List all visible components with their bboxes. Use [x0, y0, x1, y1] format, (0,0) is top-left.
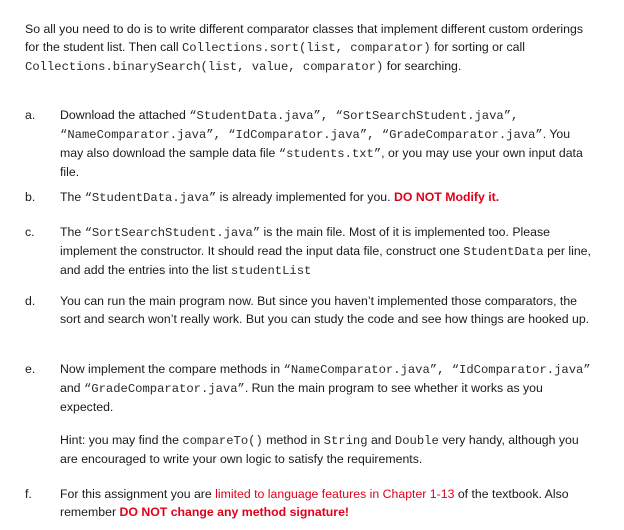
list-marker-c: c. — [25, 225, 35, 239]
item-c-text-1: The — [60, 225, 85, 239]
item-e-text-2: and — [60, 381, 84, 395]
list-marker-e: e. — [25, 362, 36, 376]
hint-text — [60, 431, 595, 468]
item-e-text-1: Now implement the compare methods in — [60, 362, 284, 376]
do-not-modify-warning: DO NOT Modify it. — [393, 190, 500, 204]
item-a-students-txt-code: “students.txt” — [278, 147, 382, 161]
list-item-b-text — [60, 188, 595, 207]
item-c-studentlist-code: studentList — [230, 264, 312, 278]
collections-binarysearch-code: Collections.binarySearch(list, value, comparator) — [25, 60, 384, 74]
assignment-document — [25, 20, 595, 519]
do-not-change-signature-warning: DO NOT change any method signature! — [119, 505, 350, 519]
hint-block — [25, 431, 595, 468]
item-c-studentdata-code: StudentData — [463, 245, 544, 259]
intro-text-2: for sorting or call — [430, 40, 525, 54]
language-features-limit-note: limited to language features in Chapter 1-13 — [215, 487, 455, 501]
intro-text-1: So all you need to do is to write different comparator classes that implement different custom orderings for the student list. Then call — [25, 22, 583, 54]
list-item-a — [25, 106, 595, 181]
hint-text-3: and — [367, 433, 395, 447]
hint-text-4: very handy, although you are encouraged to write your own logic to satisfy the requirements. — [60, 433, 579, 466]
item-c-text-2: is the main file. Most of it is implemented too. Please implement the constructor. It should read the input data file, construct one — [60, 225, 550, 258]
intro-paragraph — [25, 20, 595, 76]
item-c-sortsearchstudent-code: “SortSearchStudent.java” — [84, 226, 261, 240]
item-f-text-2: of the textbook. Also remember — [60, 487, 569, 519]
list-item-e-text — [60, 360, 595, 416]
list-item-d — [25, 292, 595, 328]
item-a-text-2: . You may also download the sample data file — [60, 127, 571, 160]
compareto-code: compareTo() — [182, 434, 263, 448]
item-a-text-1: Download the attached — [60, 108, 190, 122]
list-marker-a: a. — [25, 108, 36, 122]
item-b-studentdata-code: “StudentData.java” — [84, 191, 217, 205]
item-c-text-3: per line, and add the entries into the list — [60, 244, 591, 277]
collections-sort-code: Collections.sort(list, comparator) — [181, 41, 431, 55]
item-e-text-3: . Run the main program to see whether it works as you expected. — [60, 381, 543, 414]
list-item-c-text — [60, 223, 595, 280]
list-item-d-text: You can run the main program now. But since you haven’t implemented those comparators, the sort and search won’t really work. But you can study the code and see how things are hooked up. — [60, 294, 590, 326]
item-e-gradecomparator-code: “GradeComparator.java” — [83, 382, 245, 396]
list-marker-f: f. — [25, 487, 32, 501]
item-e-comparators-code: “NameComparator.java”, “IdComparator.java” — [283, 363, 591, 377]
hint-text-2: method in — [262, 433, 324, 447]
item-a-file-list-code: “StudentData.java”, “SortSearchStudent.java”, “NameComparator.java”, “IdComparator.java”, “GradeComparator.java” — [60, 109, 543, 142]
item-b-text-1: The — [60, 190, 85, 204]
intro-text-3: for searching. — [383, 59, 462, 73]
list-item-f-text — [60, 485, 595, 521]
item-b-text-2: is already implemented for you. — [216, 190, 394, 204]
list-item-c — [25, 223, 595, 280]
list-item-f — [25, 485, 595, 521]
string-code: String — [323, 434, 368, 448]
list-item-a-text — [60, 106, 595, 181]
double-code: Double — [394, 434, 439, 448]
item-a-text-3: , or you may use your own input data file. — [60, 146, 583, 179]
hint-text-1: Hint: you may find the — [60, 433, 183, 447]
list-item-e — [25, 360, 595, 416]
list-item-b — [25, 188, 595, 207]
list-marker-b: b. — [25, 190, 36, 204]
item-f-text-1: For this assignment you are — [60, 487, 216, 501]
list-marker-d: d. — [25, 294, 36, 308]
